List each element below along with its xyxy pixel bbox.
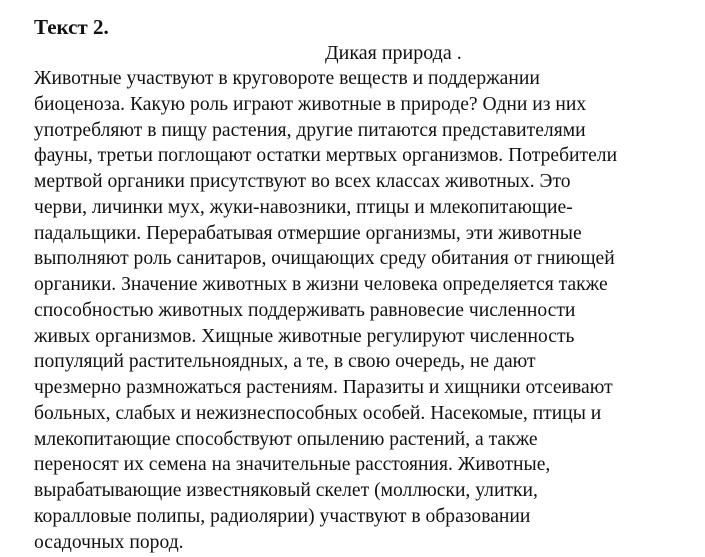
body-line: падальщики. Перерабатывая отмершие организмы, эти животные <box>34 222 582 244</box>
body-line: популяций растительноядных, а те, в свою очередь, не дают <box>34 351 536 373</box>
body-line: употребляют в пищу растения, другие питаются представителями <box>34 119 586 141</box>
body-line: чрезмерно размножаться растениям. Паразиты и хищники отсеивают <box>34 377 613 398</box>
body-line: органики. Значение животных в жизни человека определяется также <box>34 274 608 295</box>
body-line: Животные участвуют в круговороте веществ и поддержании <box>34 68 540 89</box>
document-body <box>34 66 705 555</box>
body-line: осадочных пород. <box>34 531 184 553</box>
body-line: способностью животных поддерживать равновесие численности <box>34 299 576 321</box>
document-title: Дикая природа . <box>325 42 462 64</box>
body-line: мертвой органики присутствуют во всех классах животных. Это <box>34 171 571 192</box>
body-line: переносят их семена на значительные расстояния. Животные, <box>34 454 551 476</box>
body-line: черви, личинки мух, жуки-навозники, птицы и млекопитающие- <box>34 196 573 218</box>
body-line: выполняют роль санитаров, очищающих среду обитания от гниющей <box>34 248 615 270</box>
body-line: коралловые полипы, радиолярии) участвуют в образовании <box>34 505 531 527</box>
body-line: вырабатывающие известняковый скелет (моллюски, улитки, <box>34 480 538 501</box>
body-line: фауны, третьи поглощают остатки мертвых организмов. Потребители <box>34 145 618 167</box>
body-line: биоценоза. Какую роль играют животные в природе? Одни из них <box>34 93 587 115</box>
body-line: млекопитающие способствуют опылению растений, а также <box>34 428 538 450</box>
text-number-heading: Текст 2. <box>34 15 109 39</box>
body-line: живых организмов. Хищные животные регулируют численность <box>34 325 575 347</box>
body-line: больных, слабых и нежизнеспособных особей. Насекомые, птицы и <box>34 402 602 424</box>
